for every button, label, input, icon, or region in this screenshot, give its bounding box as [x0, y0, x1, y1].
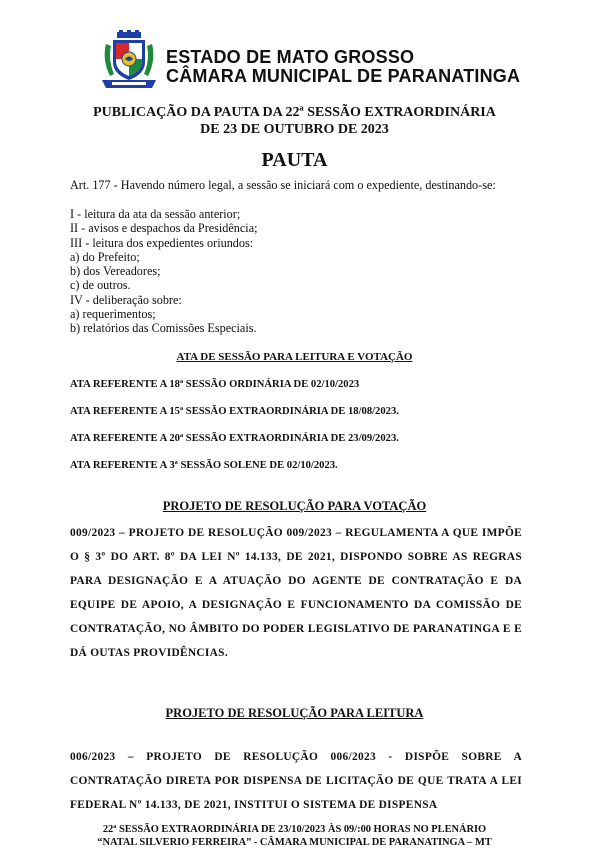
reading-section-heading: PROJETO DE RESOLUÇÃO PARA LEITURA	[165, 706, 424, 720]
title-line-2: DE 23 DE OUTUBRO DE 2023	[200, 122, 389, 137]
list-item: IV - deliberação sobre:	[70, 292, 182, 307]
pauta-heading: PAUTA	[261, 149, 328, 171]
document-header	[100, 30, 560, 90]
ata-line: ATA REFERENTE A 3ª SESSÃO SOLENE DE 02/10/2023.	[70, 460, 338, 471]
list-item: I - leitura da ata da sessão anterior;	[70, 207, 241, 221]
article-text: Art. 177 - Havendo número legal, a sessão se iniciará com o expediente, destinando-se:	[70, 178, 496, 192]
municipal-coat-of-arms-logo	[100, 30, 158, 90]
state-name: ESTADO DE MATO GROSSO	[166, 47, 415, 67]
vote-project-text: 009/2023 – PROJETO DE RESOLUÇÃO 009/2023 – REGULAMENTA A QUE IMPÕE O § 3º DO ART. 8º DA LEI Nº 14.133, DE 2021, DISPONDO SOBRE AS REGRAS PARA DESIGNAÇÃO E A ATUAÇÃO DO AGENTE DE CONTRATAÇÃO E DA EQUIPE DE APOIO, A DESIGNAÇÃO E FUNCIONAMENTO DA COMISSÃO DE CONTRATAÇÃO, NO ÂMBITO DO PODER LEGISLATIVO DE PARANATINGA E E DÁ OUTAS PROVIDÊNCIAS.	[70, 527, 522, 659]
title-line-1: PUBLICAÇÃO DA PAUTA DA 22ª SESSÃO EXTRAORDINÁRIA	[93, 105, 496, 120]
list-item: III - leitura dos expedientes oriundos:	[70, 235, 254, 250]
ata-line: ATA REFERENTE A 20ª SESSÃO EXTRAORDINÁRIA DE 23/09/2023.	[70, 433, 399, 444]
chamber-name: CÂMARA MUNICIPAL DE PARANATINGA	[166, 66, 521, 86]
ata-line: ATA REFERENTE A 15ª SESSÃO EXTRAORDINÁRIA DE 18/08/2023.	[70, 406, 399, 417]
document-footer	[0, 824, 589, 849]
list-item: II - avisos e despachos da Presidência;	[70, 221, 258, 236]
list-item: a) requerimentos;	[70, 307, 156, 322]
list-item: c) de outros.	[70, 278, 131, 293]
list-item: b) dos Vereadores;	[70, 264, 161, 279]
list-item: b) relatórios das Comissões Especiais.	[70, 321, 257, 336]
ata-line: ATA REFERENTE A 18ª SESSÃO ORDINÁRIA DE 02/10/2023	[70, 379, 360, 390]
organization-name	[166, 48, 520, 86]
footer-line-2: “NATAL SILVERIO FERREIRA” - CÂMARA MUNICIPAL DE PARANATINGA – MT	[97, 836, 492, 848]
reading-project-text: 006/2023 – PROJETO DE RESOLUÇÃO 006/2023 - DISPÕE SOBRE A CONTRATAÇÃO DIRETA POR DISPENSA DE LICITAÇÃO DE QUE TRATA A LEI FEDERAL Nº 14.133, DE 2021, INSTITUI O SISTEMA DE DISPENSA	[70, 751, 522, 811]
vote-section-heading: PROJETO DE RESOLUÇÃO PARA VOTAÇÃO	[162, 499, 427, 513]
ata-section-heading: ATA DE SESSÃO PARA LEITURA E VOTAÇÃO	[176, 351, 413, 363]
publication-title	[0, 104, 589, 138]
expedient-list	[70, 207, 258, 336]
footer-line-1: 22ª SESSÃO EXTRAORDINÁRIA DE 23/10/2023 ÀS 09/:00 HORAS NO PLENÁRIO	[102, 824, 487, 835]
list-item: a) do Prefeito;	[70, 249, 140, 264]
